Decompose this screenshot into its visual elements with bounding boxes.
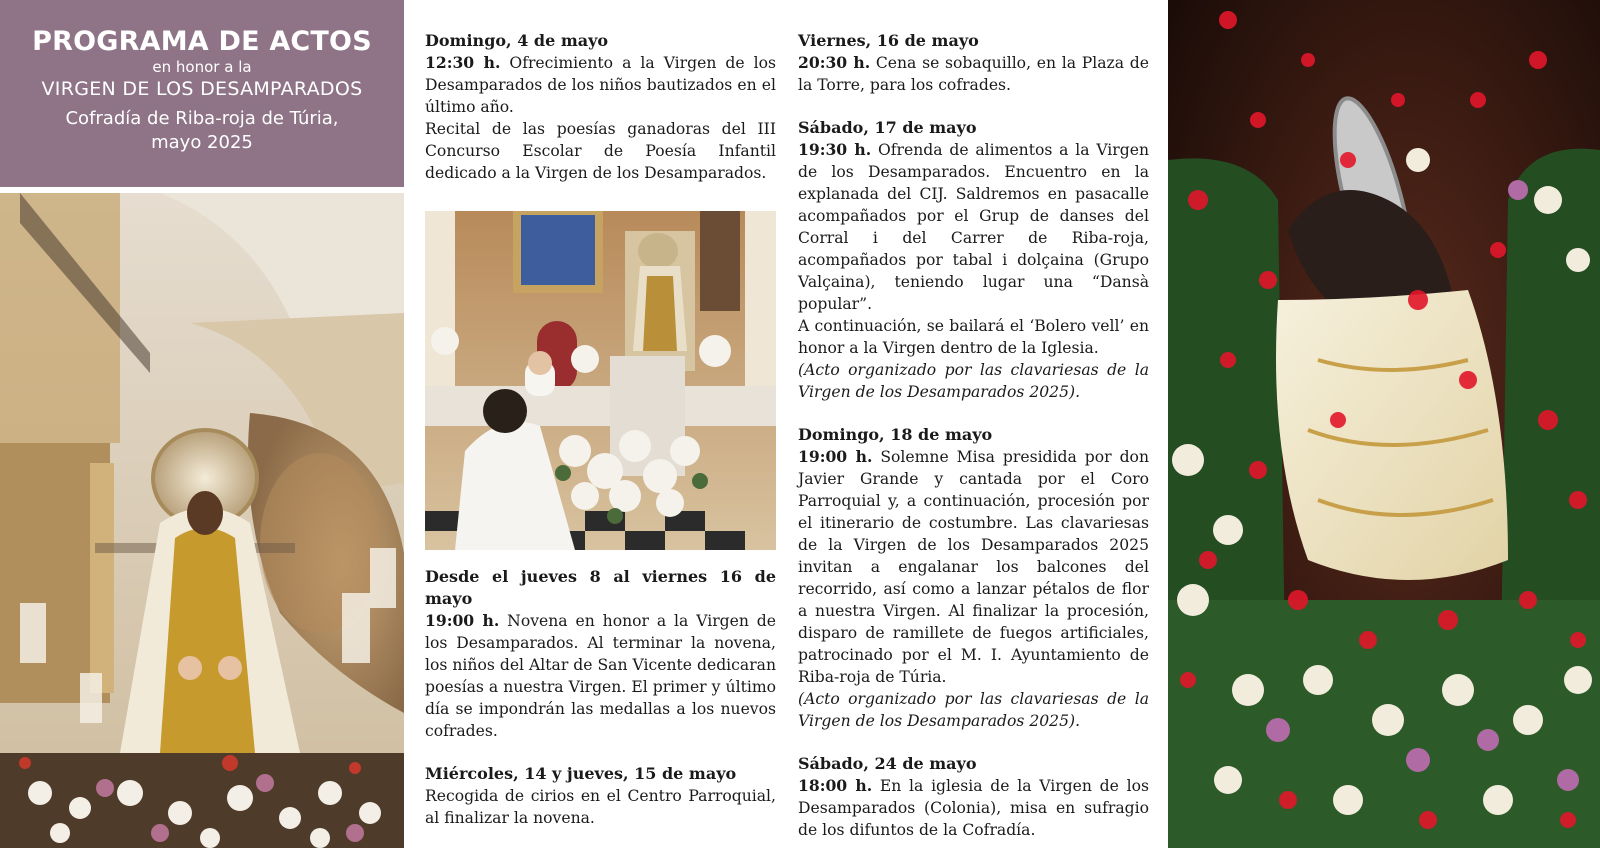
event-description (798, 52, 1149, 96)
event-text: Ofrecimiento a la Virgen de los Desamparados de los niños bautizados en el último año. (425, 54, 776, 116)
event-description (425, 52, 776, 118)
event-date: Sábado, 24 de mayo (798, 754, 977, 773)
title-box (0, 0, 404, 187)
event-16-mayo (798, 30, 1149, 96)
title-virgin-name: VIRGEN DE LOS DESAMPARADOS (41, 78, 363, 100)
altar-baptism-photo (425, 211, 776, 550)
event-18-mayo (798, 424, 1149, 732)
event-date: Miércoles, 14 y jueves, 15 de mayo (425, 764, 737, 783)
event-note: (Acto organizado por las clavariesas de la Virgen de los Desamparados 2025). (798, 690, 1149, 730)
event-time: 19:00 h. (425, 611, 500, 630)
event-description (798, 446, 1149, 688)
event-description (425, 610, 776, 742)
event-17-mayo (798, 117, 1149, 403)
event-4-mayo (425, 30, 776, 184)
title-date: mayo 2025 (151, 132, 253, 153)
virgin-petals-photo (1168, 0, 1600, 848)
event-extra: A continuación, se bailará el ‘Bolero vell’ en honor a la Virgen dentro de la Iglesia. (798, 317, 1149, 357)
event-date: Domingo, 4 de mayo (425, 31, 609, 50)
left-column (0, 0, 404, 848)
event-time: 20:30 h. (798, 53, 871, 72)
program-column-2 (798, 30, 1149, 848)
event-text: Novena en honor a la Virgen de los Desamparados. Al terminar la novena, los niños del Altar de San Vicente dedicaran poesías a nuestra Virgen. El primer y último día se impondrán las medallas a los nuevos cofrades. (425, 612, 777, 740)
event-date: Desde el jueves 8 al viernes 16 de mayo (425, 567, 776, 608)
event-description (798, 139, 1149, 315)
event-recogida-cirios (425, 763, 776, 829)
event-text: Ofrenda de alimentos a la Virgen de los Desamparados. Encuentro en la explanada del CIJ. Saldremos en pasacalle acompañados por el Grup de danses del Corral i del Carrer de Riba-roja, acompañados por tabal i dolçaina (Grupo Valçaina), teniendo lugar una “Dansà popular”. (798, 141, 1149, 313)
event-time: 19:00 h. (798, 447, 873, 466)
virgin-statue-photo (0, 193, 404, 848)
event-description (798, 775, 1149, 841)
event-novena (425, 566, 776, 742)
event-24-mayo (798, 753, 1149, 841)
event-text: Solemne Misa presidida por don Javier Grande y cantada por el Coro Parroquial y, a continuación, procesión por el itinerario de costumbre. Las clavariesas de la Virgen de los Desamparados 2025 invitan a engalanar los balcones del recorrido, así como a lanzar pétalos de flor a nuestra Virgen. Al finalizar la procesión, disparo de ramillete de fuegos artificiales, patrocinado por el M. I. Ayuntamiento de Riba-roja de Túria. (798, 448, 1149, 686)
event-time: 12:30 h. (425, 53, 501, 72)
program-column-1 (425, 30, 776, 205)
event-note: (Acto organizado por las clavariesas de la Virgen de los Desamparados 2025). (798, 361, 1149, 401)
event-time: 19:30 h. (798, 140, 872, 159)
event-text: Recogida de cirios en el Centro Parroquial, al finalizar la novena. (425, 787, 776, 827)
program-title: PROGRAMA DE ACTOS (32, 26, 372, 57)
event-text: En la iglesia de la Virgen de los Desamparados (Colonia), misa en sufragio de los difuntos de la Cofradía. (798, 777, 1149, 839)
event-time: 18:00 h. (798, 776, 873, 795)
event-date: Domingo, 18 de mayo (798, 425, 993, 444)
program-column-1-lower (425, 566, 776, 848)
event-date: Viernes, 16 de mayo (798, 31, 979, 50)
event-date: Sábado, 17 de mayo (798, 118, 977, 137)
title-honor-line: en honor a la (152, 58, 252, 76)
event-extra: Recital de las poesías ganadoras del III Concurso Escolar de Poesía Infantil dedicado a la Virgen de los Desamparados. (425, 120, 776, 182)
title-brotherhood: Cofradía de Riba-roja de Túria, (65, 108, 339, 129)
event-text: Cena se sobaquillo, en la Plaza de la Torre, para los cofrades. (798, 54, 1149, 94)
